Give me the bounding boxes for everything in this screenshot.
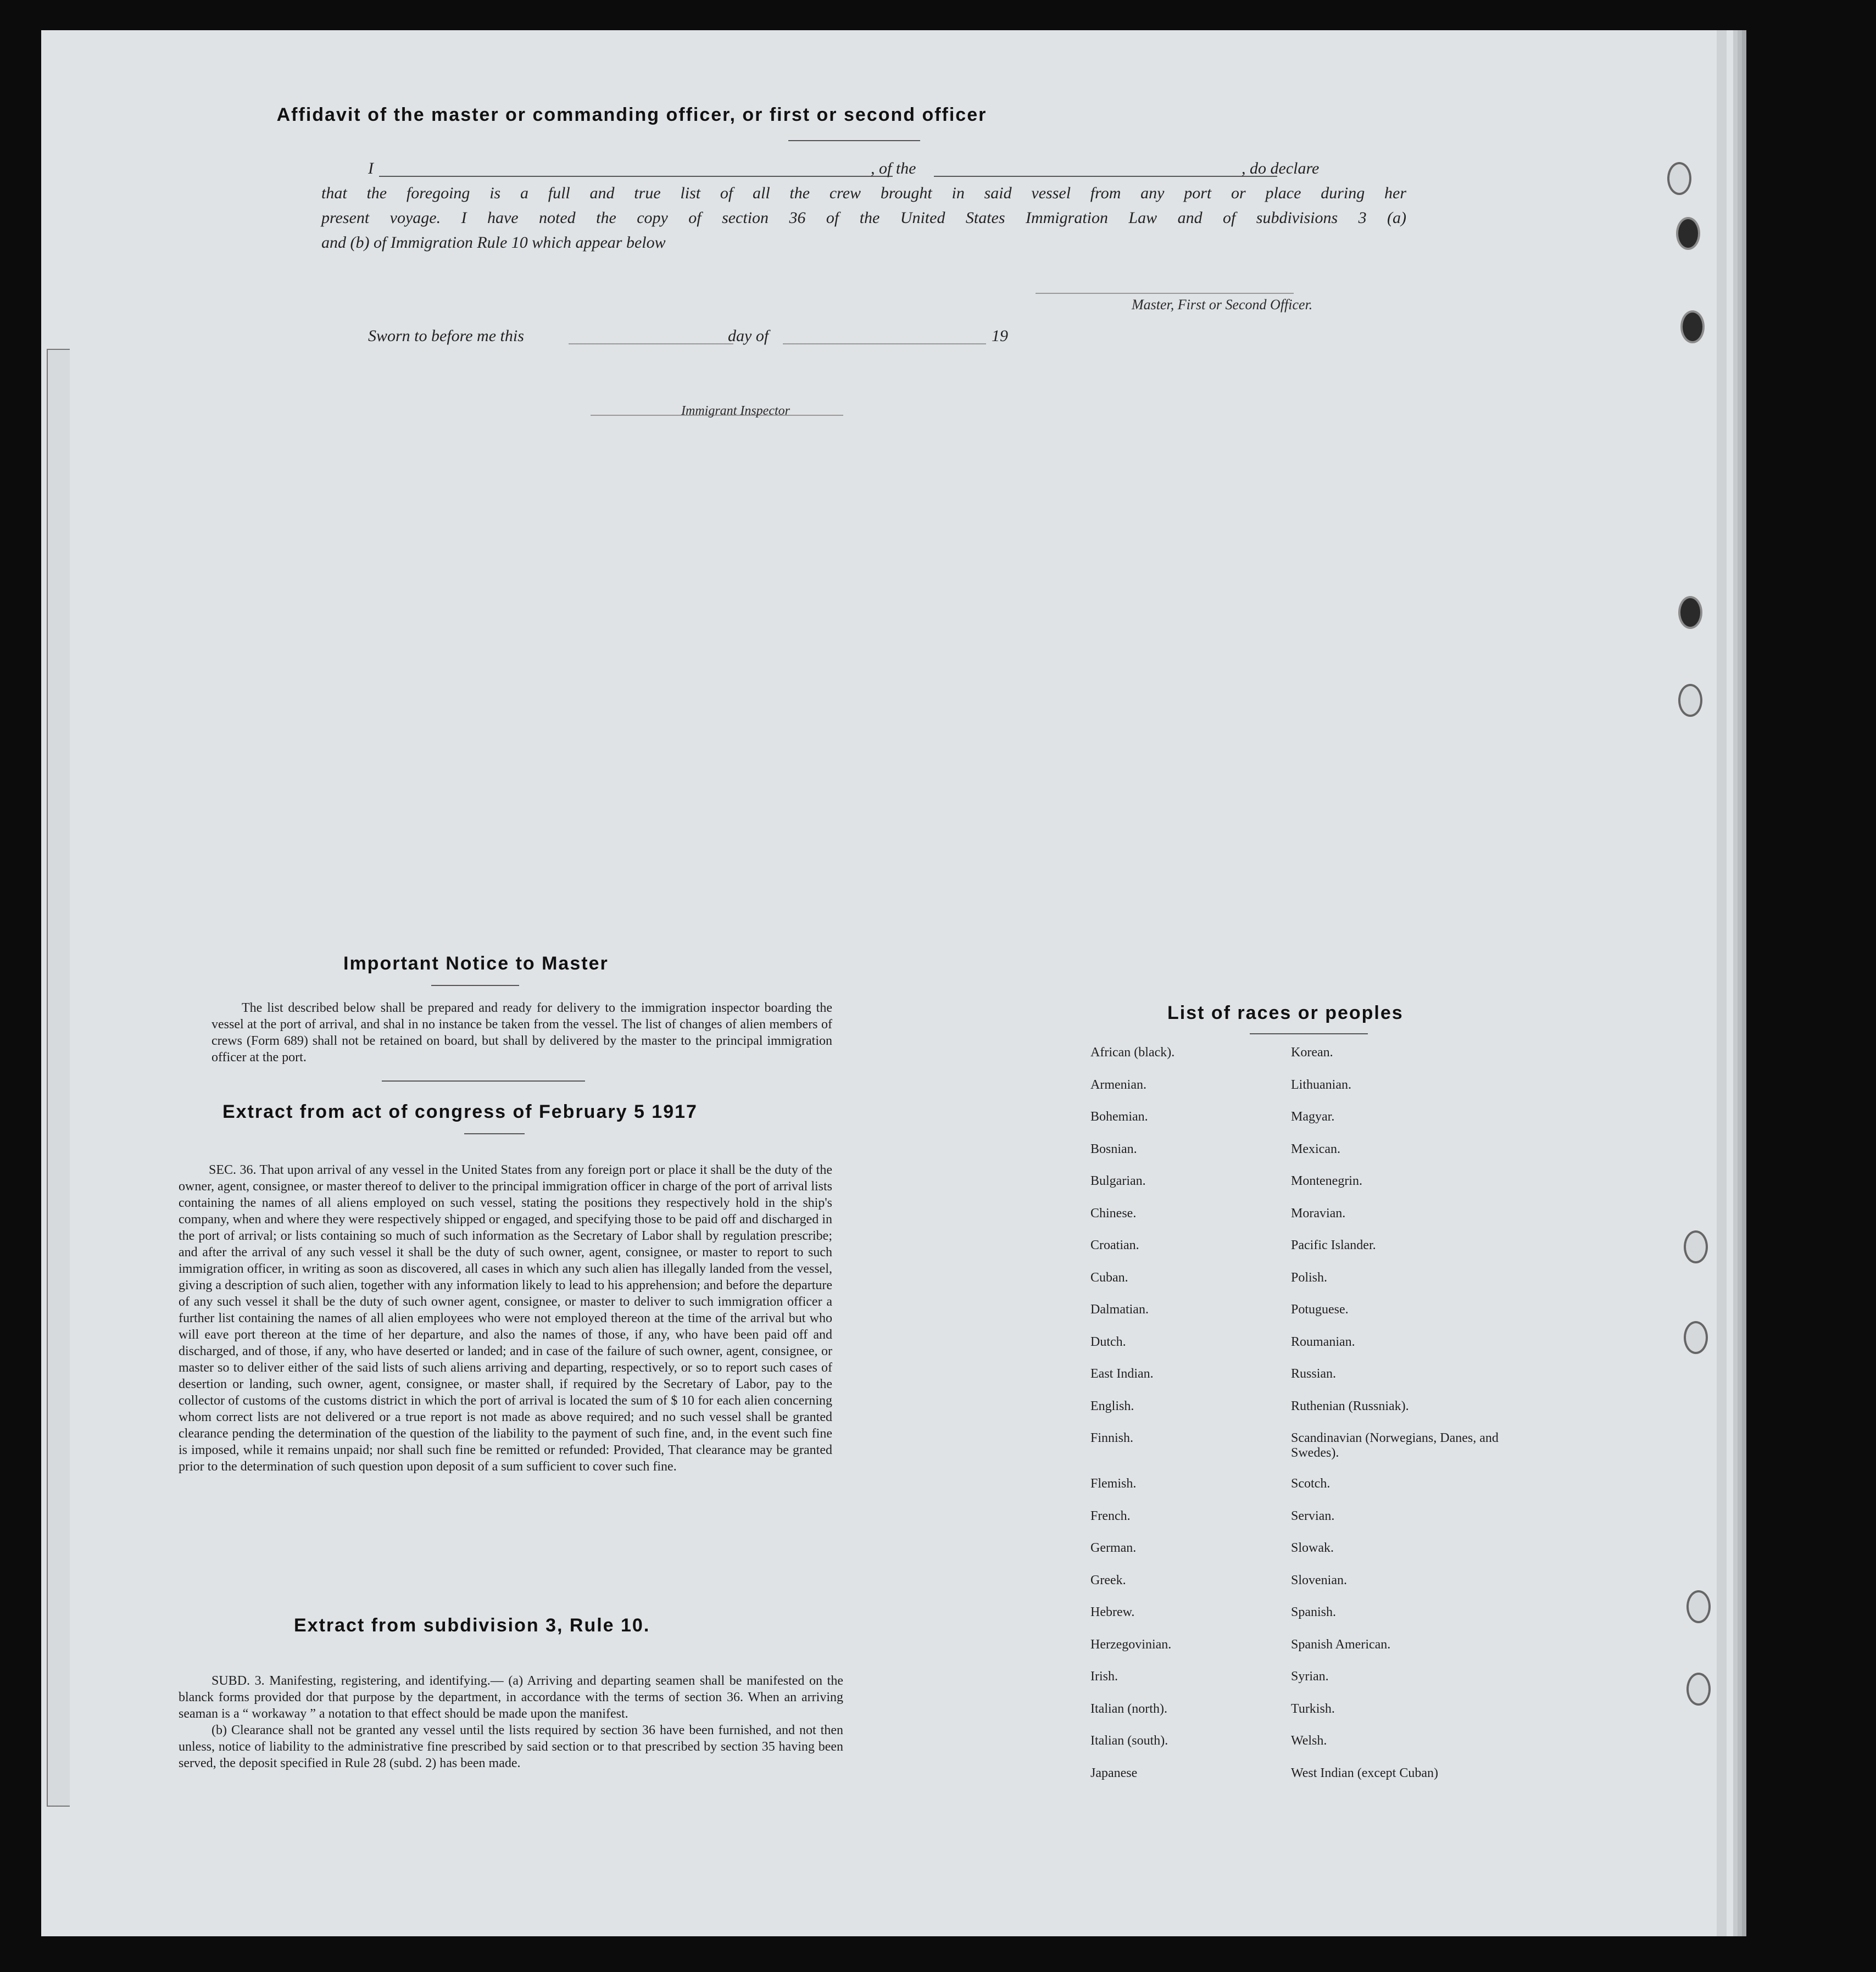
punch-hole <box>1684 1230 1708 1263</box>
race-item: Scandinavian (Norwegians, Danes, and Swedes). <box>1291 1431 1499 1460</box>
day-of-label: day of <box>728 327 769 345</box>
signature-line <box>1036 293 1294 294</box>
affidavit-line-4: and (b) of Immigration Rule 10 which appear below <box>321 233 666 252</box>
do-declare-label: , do declare <box>1242 159 1320 177</box>
race-item: Potuguese. <box>1291 1302 1349 1317</box>
notice-body: The list described below shall be prepared and ready for delivery to the immigration inspector boarding the vessel at the port of arrival, and shal in no instance be taken from the vessel. The list of changes of alien members of crews (Form 689) shall not be retained on board, but shall by delivered by the master to the principal immigration officer at the port. <box>211 1001 832 1065</box>
race-item: Bulgarian. <box>1090 1174 1146 1188</box>
i-label: I <box>368 159 374 177</box>
race-item: Armenian. <box>1090 1077 1146 1092</box>
race-item: Pacific Islander. <box>1291 1238 1376 1252</box>
affidavit-line-2: that the foregoing is a full and true list of all the crew brought in said vessel from any port or place during her <box>321 184 1406 202</box>
binding-strip <box>47 349 70 1807</box>
vessel-line <box>934 176 1277 177</box>
race-item: Cuban. <box>1090 1270 1128 1285</box>
sworn-day-line <box>569 343 733 344</box>
race-item: French. <box>1090 1508 1131 1523</box>
form-page <box>41 30 1733 1936</box>
race-item: Japanese <box>1090 1765 1138 1780</box>
race-item: Spanish American. <box>1291 1637 1391 1652</box>
race-item: Greek. <box>1090 1573 1126 1587</box>
race-item: Welsh. <box>1291 1734 1327 1748</box>
race-item: Spanish. <box>1291 1605 1337 1619</box>
punch-hole <box>1676 217 1700 250</box>
race-item: Slowak. <box>1291 1541 1334 1555</box>
race-item: Croatian. <box>1090 1238 1139 1252</box>
race-item: Magyar. <box>1291 1110 1335 1124</box>
sworn-label: Sworn to before me this <box>368 327 524 345</box>
race-item: Roumanian. <box>1291 1334 1355 1349</box>
punch-hole <box>1667 162 1691 195</box>
of-the-label: , of the <box>871 159 916 177</box>
notice-rule <box>431 985 519 986</box>
name-line <box>379 176 893 177</box>
inspector-label: Immigrant Inspector <box>681 404 790 418</box>
race-item: Turkish. <box>1291 1701 1335 1716</box>
race-item: West Indian (except Cuban) <box>1291 1765 1438 1780</box>
race-item: Bohemian. <box>1090 1110 1148 1124</box>
act-body: SEC. 36. That upon arrival of any vessel in the United States from any foreign port or place it shall be the duty of the owner, agent, consignee, or master thereof to deliver to the principal immigration officer in charge of the port of arrival lists containing the names of all aliens employed on such vessel, stating the positions they respectively hold in the ship's company, when and where they were respectively shipped or engaged, and specifying those to be paid off and discharged in the port of arrival; or lists containing so much of such information as the Secretary of Labor shall by regulation prescribe; and after the arrival of any such vessel it shall be the duty of such owner, agent, consignee, or master to report to such immigration officer, in writing as soon as discovered, all cases in which any such alien has illegally landed from the vessel, giving a description of such alien, together with any information likely to lead to his apprehension; and before the departure of any such vessel it shall be the duty of such owner agent, consignee, or master to deliver to such immigration officer a further list containing the names of all alien employees who were not employed thereon at the time of the arrival but who will eave port thereon at the time of her departure, and also the names of those, if any, who have been paid off and discharged, and of those, if any, who have deserted or landed; and in case of the failure of such owner, agent, consignee, or master so to deliver either of the said lists of such aliens arriving and departing, respectively, or so to report such cases of desertion or landing, such owner, agent, consignee, or master shall, if required by the Secretary of Labor, pay to the collector of customs of the customs district in which the port of arrival is located the sum of $ 10 for each alien concerning whom correct lists are not delivered or a true report is not made as above required; and no such vessel shall be granted clearance pending the determination of the question of the liability to the payment of such fine, and, in the event such fine is imposed, while it remains unpaid; nor shall such fine be remitted or refunded: Provided, That clearance may be granted prior to the determination of such question upon deposit of a sum sufficient to cover such fine. <box>179 1163 832 1474</box>
act-rule <box>464 1133 525 1134</box>
race-item: Moravian. <box>1291 1206 1346 1221</box>
punch-hole <box>1684 1321 1708 1354</box>
race-item: Lithuanian. <box>1291 1077 1351 1092</box>
signature-label: Master, First or Second Officer. <box>1132 297 1313 313</box>
affidavit-title: Affidavit of the master or commanding officer, or first or second officer <box>276 104 987 125</box>
year-label: 19 <box>992 327 1008 345</box>
punch-hole <box>1686 1673 1711 1706</box>
race-item: Herzegovinian. <box>1090 1637 1172 1652</box>
notice-title: Important Notice to Master <box>343 953 609 974</box>
race-item: Hebrew. <box>1090 1605 1135 1619</box>
race-item: Servian. <box>1291 1508 1335 1523</box>
race-item: Flemish. <box>1090 1477 1137 1491</box>
race-item: East Indian. <box>1090 1367 1154 1381</box>
punch-hole <box>1678 684 1702 717</box>
race-item: Syrian. <box>1291 1669 1329 1684</box>
rule-paragraph-a: SUBD. 3. Manifesting, registering, and identifying.— (a) Arriving and departing seamen shall be manifested on the blanck forms provided dor that purpose by the department, in accordance with the terms of section 36. When an arriving seaman is a “ workaway ” a notation to that effect should be made upon the manifest. <box>179 1674 843 1721</box>
page-edge <box>1717 30 1727 1936</box>
punch-hole <box>1686 1590 1711 1623</box>
race-item: Dalmatian. <box>1090 1302 1149 1317</box>
race-item: Italian (north). <box>1090 1701 1167 1716</box>
rule-paragraph-b: (b) Clearance shall not be granted any vessel until the lists required by section 36 have been furnished, and not then unless, notice of liability to the administrative fine prescribed by said section or to that prescribed by section 35 having been served, the deposit specified in Rule 28 (subd. 2) has been made. <box>179 1723 843 1770</box>
race-item: English. <box>1090 1399 1134 1413</box>
title-rule <box>788 140 920 141</box>
race-item: Scotch. <box>1291 1477 1331 1491</box>
race-item: African (black). <box>1090 1045 1175 1060</box>
race-item: Korean. <box>1291 1045 1333 1060</box>
affidavit-line-3: present voyage. I have noted the copy of section 36 of the United States Immigration Law and of subdivisions 3 (a) <box>321 209 1406 227</box>
races-rule <box>1250 1033 1368 1034</box>
race-item: Italian (south). <box>1090 1734 1168 1748</box>
race-item: Chinese. <box>1090 1206 1137 1221</box>
race-item: German. <box>1090 1541 1137 1555</box>
rule-title: Extract from subdivision 3, Rule 10. <box>294 1615 650 1636</box>
race-item: Slovenian. <box>1291 1573 1347 1587</box>
race-item: Finnish. <box>1090 1431 1134 1445</box>
race-item: Polish. <box>1291 1270 1328 1285</box>
rule-body <box>179 1673 843 1772</box>
race-item: Russian. <box>1291 1367 1337 1381</box>
punch-hole <box>1678 596 1702 629</box>
notice-divider <box>382 1080 585 1082</box>
race-item: Irish. <box>1090 1669 1118 1684</box>
punch-hole <box>1680 310 1705 343</box>
sworn-month-line <box>783 343 986 344</box>
race-item: Dutch. <box>1090 1334 1126 1349</box>
race-item: Ruthenian (Russniak). <box>1291 1399 1409 1413</box>
races-title: List of races or peoples <box>1167 1002 1404 1023</box>
race-item: Montenegrin. <box>1291 1174 1362 1188</box>
act-title: Extract from act of congress of February 5 1917 <box>222 1101 698 1122</box>
race-item: Bosnian. <box>1090 1141 1137 1156</box>
race-item: Mexican. <box>1291 1141 1340 1156</box>
